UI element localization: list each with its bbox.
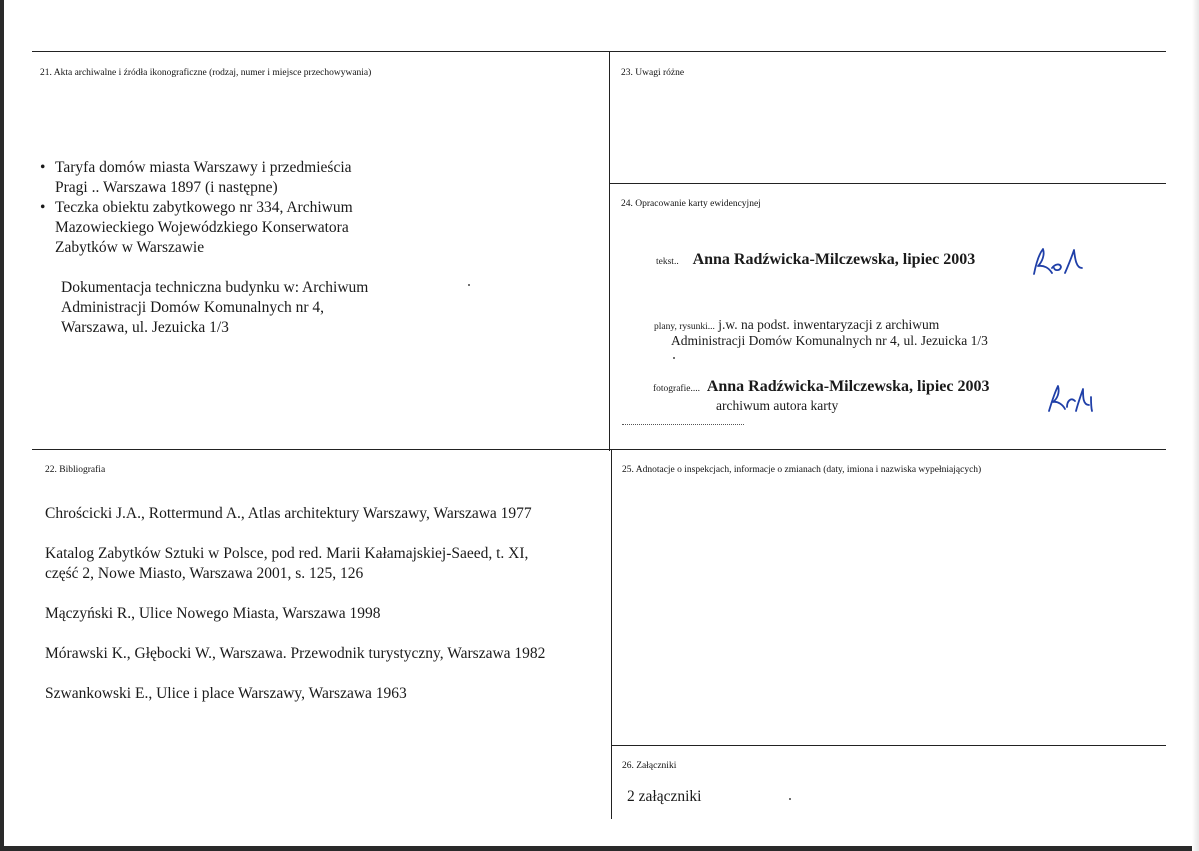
section-26-heading: 26. Załączniki	[622, 761, 677, 771]
section-25-heading: 25. Adnotacje o inspekcjach, informacje o zmianach (daty, imiona i nazwiska wypełniających)	[622, 465, 982, 475]
scan-edge-right	[1192, 0, 1199, 851]
plans-value-line2: Administracji Domów Komunalnych nr 4, ul. Jezuicka 1/3	[671, 333, 988, 348]
bullet-icon: •	[40, 199, 46, 216]
scan-speck	[673, 357, 675, 359]
archive-sources-list	[40, 158, 353, 258]
border-25-26	[612, 745, 1166, 746]
bibliography-entry: Katalog Zabytków Sztuki w Polsce, pod red. Marii Kałamajskiej-Saeed, t. XI, część 2, Nowe Miasto, Warszawa 2001, s. 125, 126	[45, 545, 529, 582]
plans-value-line1: j.w. na podst. inwentaryzacji z archiwum	[718, 317, 940, 332]
technical-documentation-note: Dokumentacja techniczna budynku w: Archiwum Administracji Domów Komunalnych nr 4, Warszawa, ul. Jezuicka 1/3	[61, 279, 369, 336]
section-23-heading: 23. Uwagi różne	[621, 68, 685, 78]
text-author-row	[656, 250, 975, 272]
photos-author-value: Anna Radźwicka-Milczewska, lipiec 2003	[706, 378, 990, 395]
photos-row	[653, 377, 989, 399]
section-21-heading: 21. Akta archiwalne i źródła ikonograficzne (rodzaj, numer i miejsce przechowywania)	[40, 68, 372, 78]
bibliography-entry: Szwankowski E., Ulice i place Warszawy, Warszawa 1963	[45, 685, 407, 702]
section-22-heading: 22. Bibliografia	[45, 465, 106, 475]
bibliography-entry: Mączyński R., Ulice Nowego Miasta, Warszawa 1998	[45, 605, 381, 622]
bullet-icon: •	[40, 159, 46, 176]
text-label: tekst..	[656, 257, 679, 267]
bibliography-entry: Mórawski K., Głębocki W., Warszawa. Przewodnik turystyczny, Warszawa 1982	[45, 645, 546, 662]
signature-initials-2	[1045, 383, 1101, 413]
scan-speck	[468, 284, 470, 286]
plans-label: plany, rysunki...	[654, 322, 715, 332]
scan-edge-bottom	[0, 846, 1199, 851]
text-author-value: Anna Radźwicka-Milczewska, lipiec 2003	[692, 251, 976, 268]
border-23-24	[610, 183, 1166, 184]
scan-speck	[789, 798, 791, 800]
bibliography-entry: Chrościcki J.A., Rottermund A., Atlas architektury Warszawy, Warszawa 1977	[45, 505, 532, 522]
list-item: • Teczka obiektu zabytkowego nr 334, Archiwum Mazowieckiego Wojewódzkiego Konserwatora Zabytków w Warszawie	[40, 199, 353, 256]
column-divider-bottom	[611, 449, 612, 819]
signature-initials-1	[1030, 246, 1090, 276]
list-item: • Taryfa domów miasta Warszawy i przedmieścia Pragi .. Warszawa 1897 (i następne)	[40, 159, 352, 196]
scan-edge-left	[0, 0, 4, 851]
section-24-heading: 24. Opracowanie karty ewidencyjnej	[621, 199, 761, 209]
photos-label: fotografie....	[653, 384, 700, 394]
signature-dotted-line	[622, 424, 744, 425]
table-top-border	[32, 51, 1166, 52]
attachments-value: 2 załączniki	[627, 788, 702, 805]
photos-archive-note: archiwum autora karty	[716, 398, 839, 413]
column-divider-top	[609, 51, 610, 451]
table-middle-border	[32, 449, 1166, 450]
